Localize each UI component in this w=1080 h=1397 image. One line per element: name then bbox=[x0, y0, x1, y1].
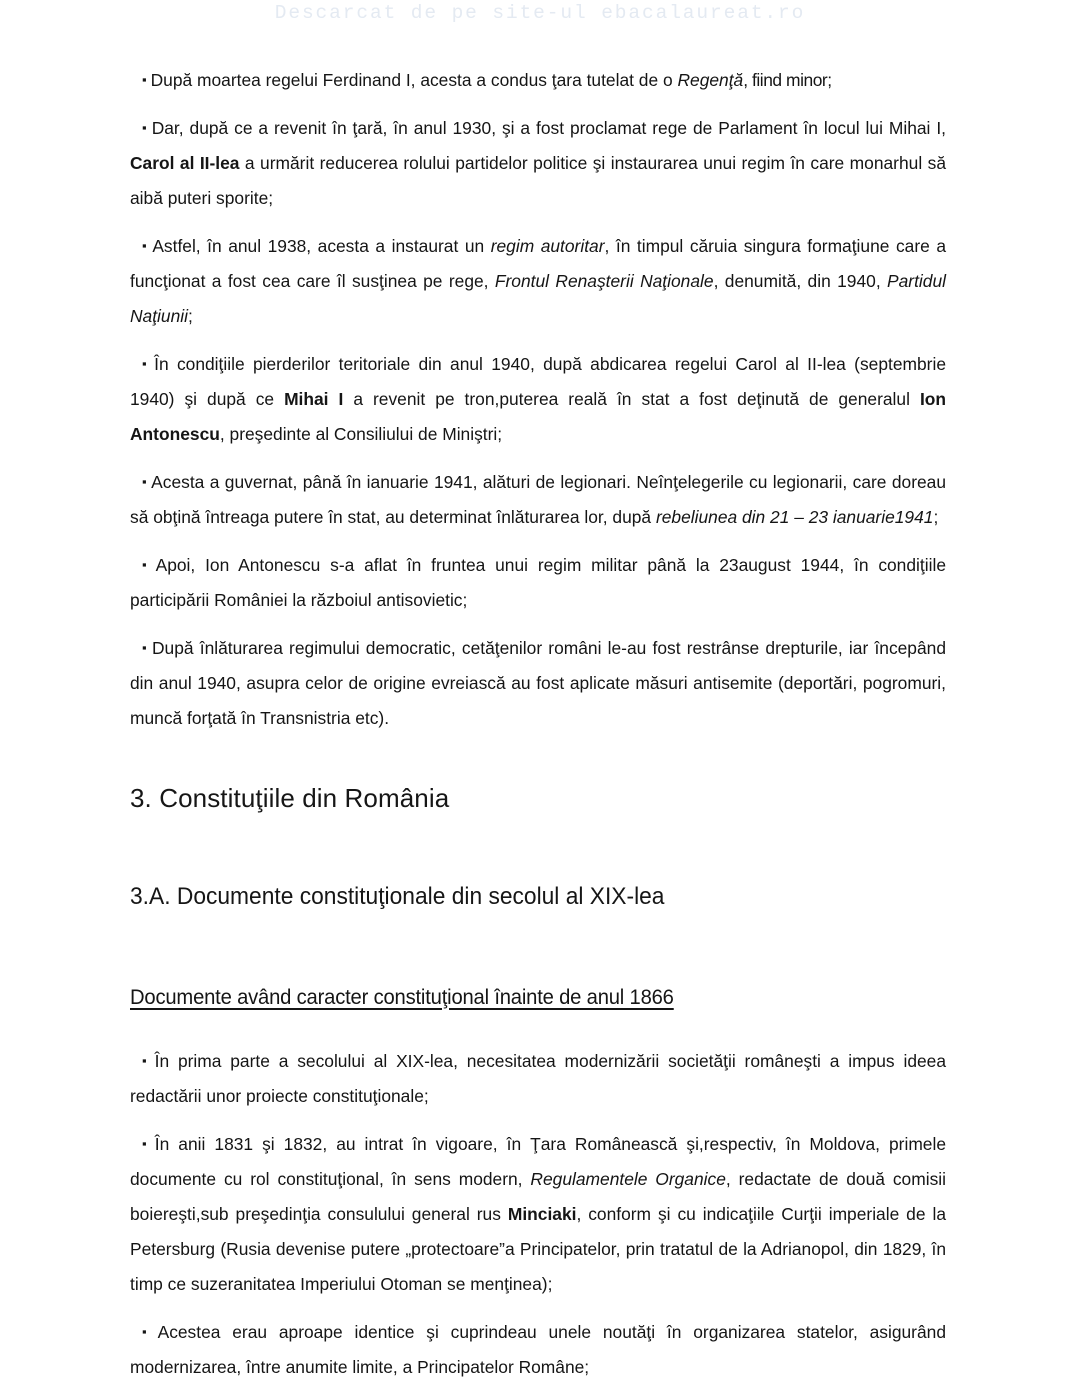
heading-subsection-3a: 3.A. Documente constituţionale din secolul al XIX-lea bbox=[130, 883, 665, 910]
emphasis-bold-run: Ion Antonescu bbox=[130, 389, 947, 444]
bullet-marker-icon: ▪ bbox=[142, 120, 148, 135]
bullet-paragraph bbox=[130, 464, 946, 535]
bullet-marker-icon: ▪ bbox=[142, 640, 148, 655]
text-run: ; bbox=[933, 507, 939, 527]
emphasis-bold-run: Mihai I bbox=[284, 389, 344, 409]
text-run: a urmărit reducerea rolului partidelor politice şi instaurarea unui regim în care monarhul să aibă puteri sporite; bbox=[130, 153, 946, 208]
emphasis-italic-run: Regulamentele Organice bbox=[530, 1169, 726, 1189]
text-run: După înlăturarea regimului democratic, cetăţenilor români le-au fost restrânse drepturile, iar începând din anul 1940, asupra celor de origine evreiască au fost aplicate măsuri antisemite (deportări, pogromuri, muncă forţată în Transnistria etc). bbox=[130, 638, 946, 728]
bullet-marker-icon: ▪ bbox=[142, 1136, 151, 1151]
text-run: Astfel, în anul 1938, acesta a instaurat un bbox=[152, 236, 491, 256]
bullet-marker-icon: ▪ bbox=[142, 356, 151, 371]
bullet-marker-icon: ▪ bbox=[142, 1324, 154, 1339]
text-run: , denumită, din 1940, bbox=[713, 271, 888, 291]
watermark-text: Descarcat de pe site-ul ebacalaureat.ro bbox=[274, 2, 806, 24]
text-run: , preşedinte al Consiliului de Miniştri; bbox=[219, 424, 503, 444]
text-run: În anii 1831 şi 1832, au intrat în vigoare, în Ţara Românească şi,respectiv, în Moldova, primele documente cu rol constituţional, în sens modern, bbox=[130, 1134, 947, 1189]
text-run: Dar, după ce a revenit în ţară, în anul 1930, şi a fost proclamat rege de Parlament în locul lui Mihai I, bbox=[151, 118, 947, 138]
bullet-paragraph bbox=[130, 62, 946, 98]
bullet-paragraph bbox=[130, 1043, 946, 1114]
text-run: a revenit pe tron,puterea reală în stat a fost deţinută de generalul bbox=[343, 389, 920, 409]
emphasis-italic-run: Frontul Renaşterii Naţionale bbox=[494, 271, 714, 291]
heading-section-3: 3. Constituţiile din România bbox=[130, 783, 450, 813]
text-run: Acestea erau aproape identice şi cuprindeau unele noutăţi în organizarea statelor, asigurând modernizarea, între anumite limite, a Principatelor Române; bbox=[130, 1322, 946, 1377]
bullet-paragraph bbox=[130, 1126, 946, 1302]
emphasis-italic-run: Partidul Naţiunii bbox=[130, 271, 946, 326]
text-run: Apoi, Ion Antonescu s-a aflat în fruntea unui regim militar până la 23august 1944, în condiţiile participării României la războiul antisovietic; bbox=[130, 555, 946, 610]
bullet-paragraph bbox=[130, 228, 946, 334]
emphasis-italic-run: rebeliunea din 21 – 23 ianuarie1941 bbox=[655, 507, 934, 527]
bullet-marker-icon: ▪ bbox=[142, 557, 152, 572]
text-run: , în timpul căruia singura formaţiune care a funcţionat a fost cea care îl susţinea pe rege, bbox=[130, 236, 946, 291]
text-run: În condiţiile pierderilor teritoriale din anul 1940, după abdicarea regelui Carol al II-lea (septembrie 1940) şi după ce bbox=[130, 354, 946, 409]
text-run: Acesta a guvernat, până în ianuarie 1941, alături de legionari. Neînţelegerile cu legionarii, care doreau să obţină întreaga putere în stat, au determinat înlăturarea lor, după bbox=[130, 472, 946, 527]
heading-topic-documente-1866: Documente având caracter constituţional înainte de anul 1866 bbox=[130, 985, 674, 1009]
bullet-paragraph bbox=[130, 1314, 946, 1385]
emphasis-bold-run: Minciaki bbox=[507, 1204, 577, 1224]
emphasis-italic-run: Regenţă bbox=[677, 70, 744, 90]
bullet-paragraph bbox=[130, 547, 946, 618]
bullet-marker-icon: ▪ bbox=[142, 474, 148, 489]
condensed-run: , fiind minor; bbox=[743, 70, 832, 90]
bullet-marker-icon: ▪ bbox=[142, 238, 149, 253]
text-run: În prima parte a secolului al XIX-lea, necesitatea modernizării societăţii româneşti a impus ideea redactării unor proiecte constituţionale; bbox=[130, 1051, 947, 1106]
bullet-paragraph bbox=[130, 346, 946, 452]
bullet-paragraph bbox=[130, 110, 946, 216]
bullet-marker-icon: ▪ bbox=[142, 1053, 151, 1068]
emphasis-bold-run: Carol al II-lea bbox=[130, 153, 240, 173]
text-run: ; bbox=[188, 306, 193, 326]
body-text-block-upper bbox=[130, 62, 946, 736]
text-run: , redactate de două comisii boiereşti,sub preşedinţia consulului general rus bbox=[130, 1169, 946, 1224]
bullet-paragraph bbox=[130, 630, 946, 736]
text-run: , conform şi cu indicaţiile Curţii imperiale de la Petersburg (Rusia devenise putere „protectoare”a Principatelor, prin tratatul de la Adrianopol, din 1829, în timp ce suzeranitatea Imperiului Otoman se menţinea); bbox=[130, 1204, 946, 1294]
text-run: După moartea regelui Ferdinand I, acesta a condus ţara tutelat de o bbox=[150, 70, 678, 90]
emphasis-italic-run: regim autoritar bbox=[490, 236, 605, 256]
body-text-block-lower bbox=[130, 1043, 946, 1385]
bullet-marker-icon: ▪ bbox=[142, 72, 147, 87]
